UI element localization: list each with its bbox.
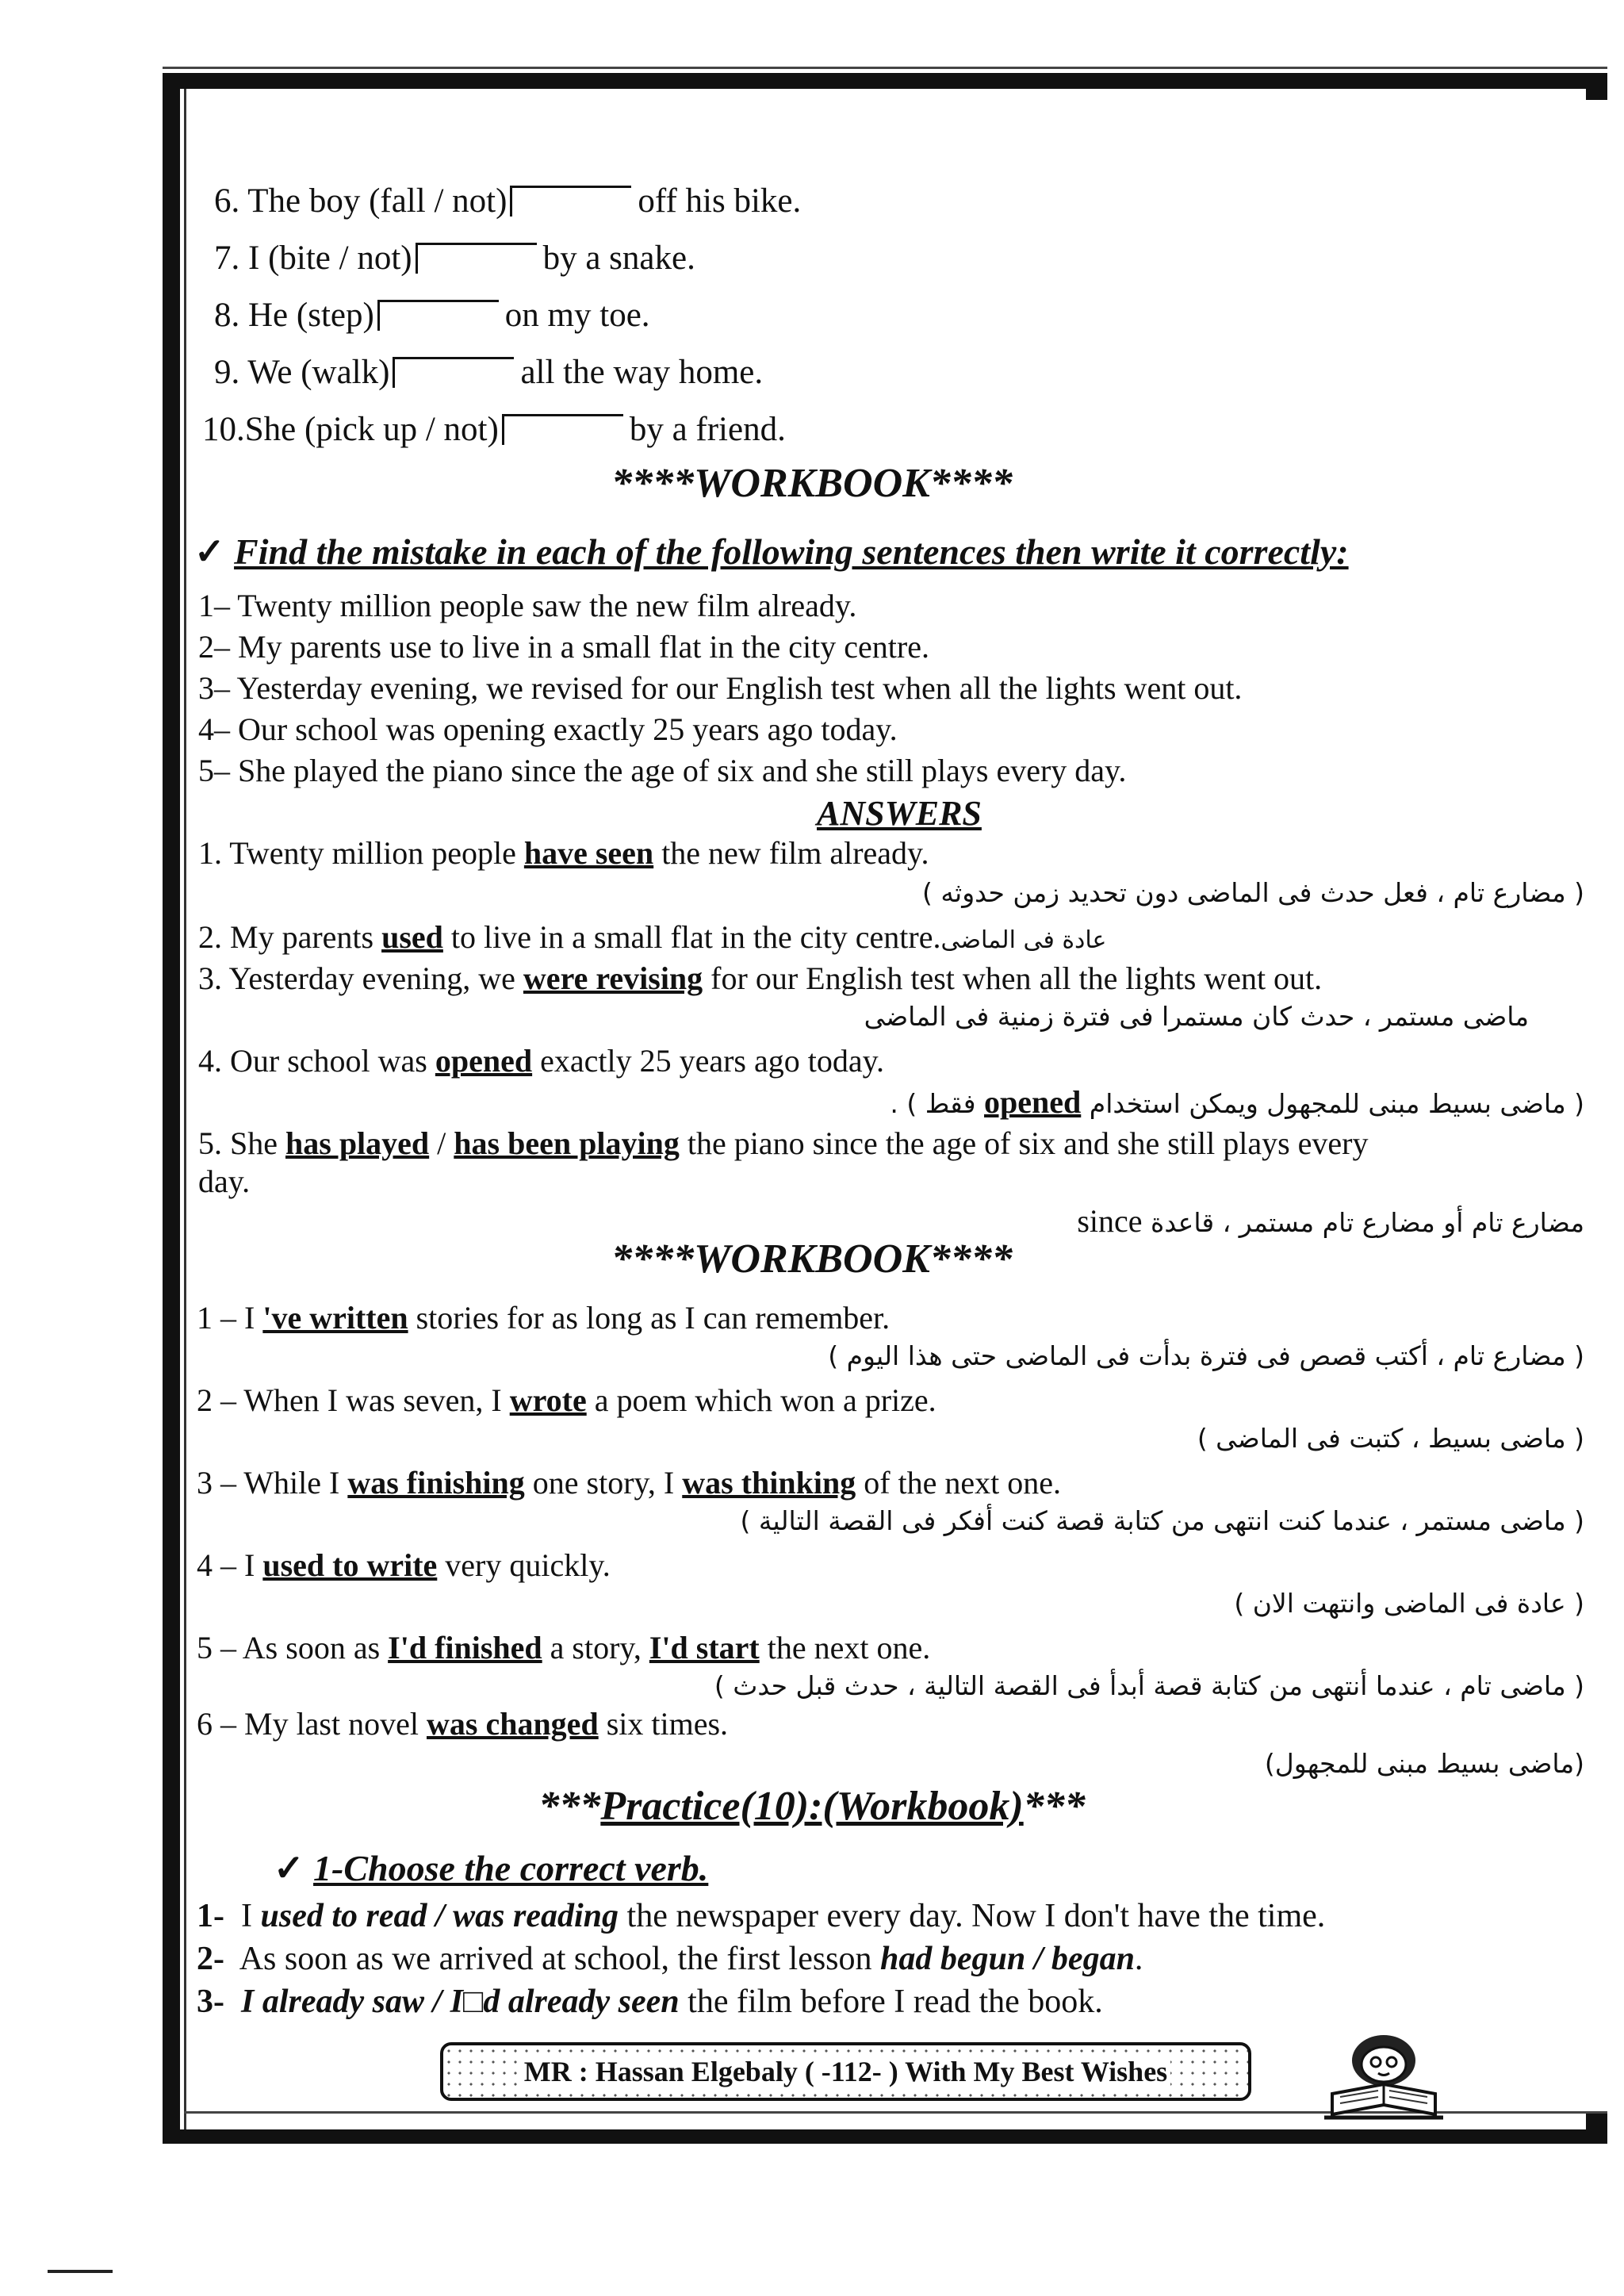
answer-line: 1. Twenty million people have seen the new film already.: [198, 835, 929, 871]
answer-box[interactable]: [393, 357, 514, 388]
fill-item: 7. I (bite / not) by a snake.: [214, 240, 695, 277]
arabic-note: ( ماضى مستمر ، عندما كنت انتهى من كتابة قصة كنت أفكر فى القصة التالية ): [740, 1505, 1584, 1536]
checkmark-icon: ✓: [274, 1848, 304, 1888]
arabic-note: ( عادة فى الماضى وانتهت الان ): [1234, 1588, 1584, 1619]
arabic-note: ( مضارع تام ، فعل حدث فى الماضى دون تحديد زمن حدوثه ): [921, 877, 1584, 908]
checkmark-icon: ✓: [194, 531, 225, 572]
workbook-line: 2 – When I was seven, I wrote a poem which won a prize.: [197, 1382, 936, 1418]
choice-option[interactable]: began: [1051, 1941, 1135, 1977]
choice-option[interactable]: I already saw: [241, 1984, 424, 2020]
workbook-line: 3 – While I was finishing one story, I was thinking of the next one.: [197, 1465, 1062, 1501]
choose-item: 2- As soon as we arrived at school, the first lesson had begun / began.: [197, 1941, 1143, 1977]
arabic-note: ( ماضى بسيط مبنى للمجهول ويمكن استخدام opened فقط ) .: [890, 1084, 1584, 1120]
fill-item: 6. The boy (fall / not) off his bike.: [214, 182, 802, 220]
answer-line: 5. She has played / has been playing the piano since the age of six and she still plays every: [198, 1125, 1369, 1161]
arabic-note: ( ماضى تام ، عندما أنتهى من كتابة قصة أبدأ فى القصة التالية ، حدث قبل حدث ): [714, 1670, 1584, 1701]
workbook-line: 6 – My last novel was changed six times.: [197, 1706, 729, 1742]
reading-child-icon: [1308, 2029, 1459, 2122]
workbook-line: 1 – I 've written stories for as long as I can remember.: [197, 1300, 891, 1336]
choose-title: ✓ 1-Choose the correct verb.: [274, 1848, 709, 1888]
footer-text: MR : Hassan Elgebaly ( -112- ) With My Best Wishes: [521, 2055, 1170, 2088]
workbook-heading: ****WORKBOOK****: [611, 1236, 1013, 1282]
choice-option[interactable]: was reading: [453, 1898, 619, 1934]
fill-item: 8. He (step) on my toe.: [214, 297, 650, 334]
mistake-sentence: 3– Yesterday evening, we revised for our English test when all the lights went out.: [198, 670, 1243, 706]
practice-heading: ***Practice(10):(Workbook)***: [538, 1784, 1086, 1829]
choice-option[interactable]: I□d already seen: [450, 1984, 680, 2020]
answer-line-wrap: day.: [198, 1163, 251, 1199]
mistake-sentence: 2– My parents use to live in a small flat in the city centre.: [198, 629, 929, 665]
answer-line: 2. My parents used to live in a small flat in the city centre.عادة فى الماضى: [198, 919, 1107, 955]
instruction: ✓ Find the mistake in each of the following sentences then write it correctly:: [194, 531, 1349, 572]
mistake-sentence: 5– She played the piano since the age of six and she still plays every day.: [198, 753, 1127, 788]
mistake-sentence: 1– Twenty million people saw the new film already.: [198, 588, 857, 623]
choose-item: 1- I used to read / was reading the newspaper every day. Now I don't have the time.: [197, 1898, 1326, 1934]
answer-box[interactable]: [416, 243, 537, 274]
arabic-note: (ماضى بسيط مبنى للمجهول): [1264, 1748, 1584, 1779]
choose-item: 3- I already saw / I□d already seen the film before I read the book.: [197, 1984, 1103, 2020]
arabic-note: مضارع تام أو مضارع تام مستمر ، قاعدة since: [1077, 1203, 1584, 1239]
fill-item: 10.She (pick up / not) by a friend.: [202, 411, 786, 448]
arabic-note: ( ماضى بسيط ، كتبت فى الماضى ): [1197, 1423, 1584, 1454]
workbook-line: 5 – As soon as I'd finished a story, I'd start the next one.: [197, 1630, 931, 1665]
fill-item: 9. We (walk) all the way home.: [214, 354, 764, 391]
answer-line: 3. Yesterday evening, we were revising for our English test when all the lights went out.: [198, 960, 1323, 996]
answer-line: 4. Our school was opened exactly 25 years ago today.: [198, 1043, 885, 1079]
answer-box[interactable]: [377, 300, 499, 331]
workbook-heading: ****WORKBOOK****: [611, 461, 1013, 506]
answers-title: ANSWERS: [817, 794, 982, 833]
workbook-line: 4 – I used to write very quickly.: [197, 1547, 611, 1583]
answer-box[interactable]: [502, 414, 623, 445]
arabic-note: ( مضارع تام ، أكتب قصص فى فترة بدأت فى الماضى حتى هذا اليوم ): [828, 1340, 1584, 1371]
answer-box[interactable]: [510, 186, 631, 217]
mistake-sentence: 4– Our school was opening exactly 25 years ago today.: [198, 711, 898, 747]
choice-option[interactable]: had begun: [880, 1941, 1026, 1977]
arabic-note: ماضى مستمر ، حدث كان مستمرا فى فترة زمنية فى الماضى: [864, 1001, 1529, 1032]
footer-banner: [440, 2042, 1251, 2101]
choice-option[interactable]: used to read: [260, 1898, 427, 1934]
